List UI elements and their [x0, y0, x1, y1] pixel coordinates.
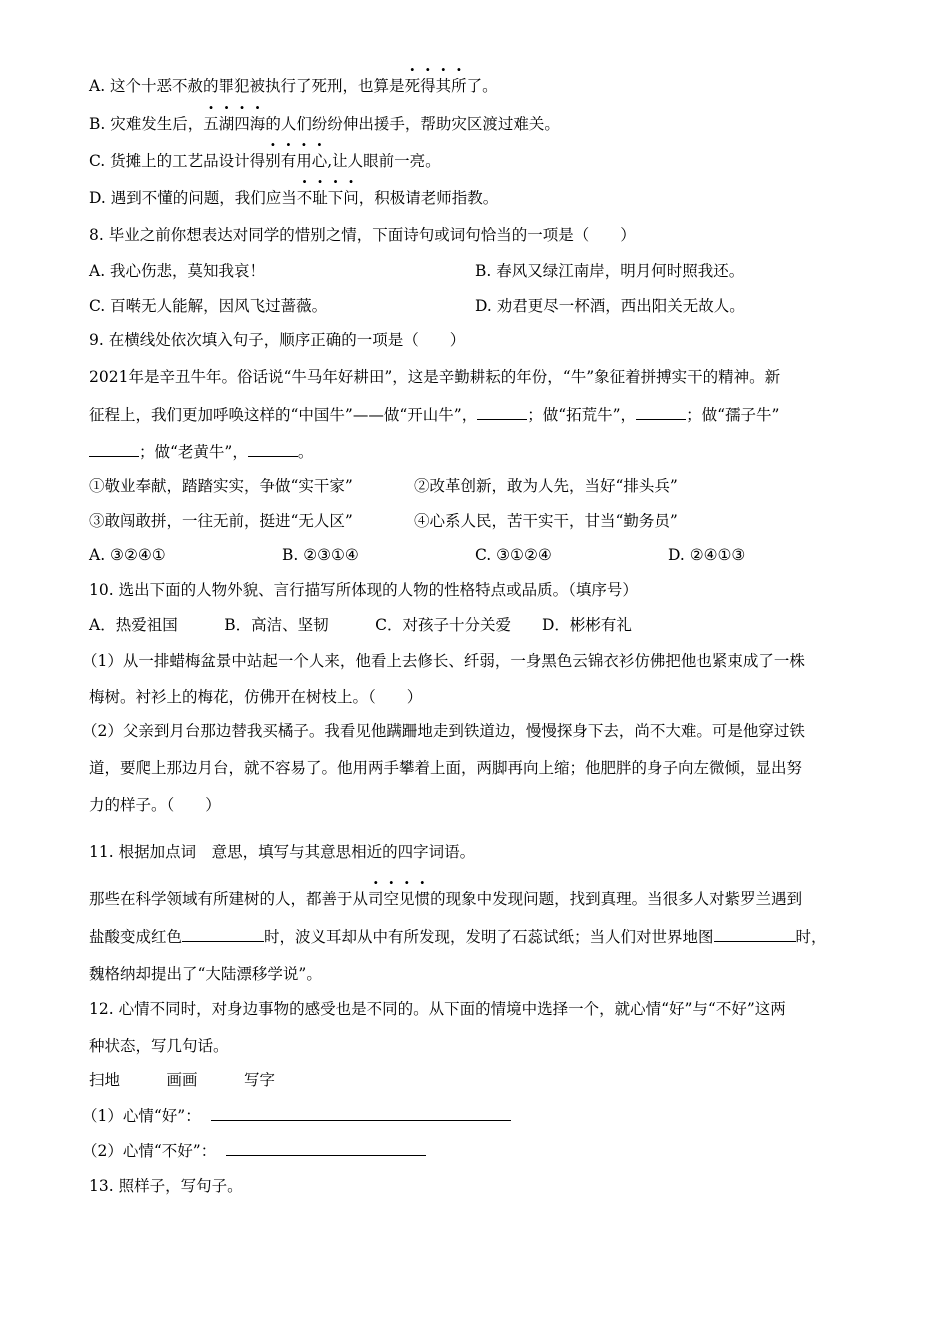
- q9-blank-1[interactable]: [477, 405, 527, 420]
- q11-stem: 11. 根据加点词 意思，填写与其意思相近的四字词语。: [89, 843, 476, 861]
- q11-blank-1[interactable]: [182, 927, 264, 942]
- emphasis-dot-char: 惯: [414, 890, 431, 908]
- q7-a-end: 了。: [466, 77, 498, 95]
- emphasis-dot-char: 别: [265, 152, 281, 170]
- q11-p2-part-a: 盐酸变成红色: [89, 928, 183, 946]
- emphasis-dot-char: 海: [249, 115, 266, 133]
- emphasis-dot-char: 有: [280, 152, 297, 170]
- emphasis-dot-char: 四: [234, 115, 250, 133]
- q12-bad-mood: [82, 1141, 426, 1161]
- q8-stem: 8. 毕业之前你想表达对同学的惜别之情，下面诗句或词句恰当的一项是（ ）: [89, 226, 636, 244]
- q7-option-d: [89, 188, 498, 208]
- q9-option-d[interactable]: D. ②④①③: [668, 546, 746, 564]
- q10-passage-2-line-3: 力的样子。（ ）: [89, 796, 221, 814]
- q7-b-dotted-word: [203, 115, 265, 133]
- emphasis-dot-char: 五: [203, 115, 219, 133]
- q9-blank-2[interactable]: [636, 405, 686, 420]
- q9-option-a[interactable]: A. ③②④①: [89, 546, 166, 564]
- emphasis-dot-char: 不: [296, 189, 313, 207]
- emphasis-dot-char: 用: [296, 152, 312, 170]
- q11-p2-part-c: 时，: [795, 928, 827, 946]
- emphasis-dot-char: 心: [311, 152, 328, 170]
- q10-passage-2-line-1: （2）父亲到月台那边替我买橘子。我看见他蹒跚地走到铁道边，慢慢探身下去，尚不大难。可是他穿过铁: [82, 722, 805, 740]
- q9-sentence-3: ③敢闯敢拼，一往无前，挺进“无人区”: [89, 512, 353, 530]
- q12-good-label: （1）心情“好”：: [82, 1107, 201, 1125]
- q9-sentence-1: ①敬业奉献，踏踏实实，争做“实干家”: [89, 477, 353, 495]
- q11-dotted-word: [368, 890, 430, 908]
- q9-p2-part-a: 征程上，我们更加呼唤这样的“中国牛”——做“开山牛”，: [89, 406, 478, 424]
- q11-passage-line-3: 魏格纳却提出了“大陆漂移学说”。: [89, 965, 322, 983]
- q11-p1-part-b: 的现象中发现问题，找到真理。当很多人对紫罗兰遇到: [430, 890, 803, 908]
- q12-bad-label: （2）心情“不好”：: [82, 1142, 217, 1160]
- q10-passage-2-line-2: 道，要爬上那边月台，就不容易了。他用两手攀着上面，两脚再向上缩；他肥胖的身子向左微倾，显出努: [89, 759, 803, 777]
- q12-scenes: 扫地 画画 写字: [89, 1071, 276, 1089]
- q11-passage-line-1: [89, 889, 802, 909]
- q8-option-b[interactable]: B. 春风又绿江南岸，明月何时照我还。: [475, 262, 745, 280]
- q10-passage-1-line-1: （1）从一排蜡梅盆景中站起一个人来，他看上去修长、纤弱，一身黑色云锦衣衫仿佛把他也紧束成了一株: [82, 652, 805, 670]
- q9-sentence-2: ②改革创新，敢为人先，当好“排头兵”: [414, 477, 678, 495]
- q8-option-a[interactable]: A. 我心伤悲，莫知我哀！: [89, 262, 266, 280]
- q9-option-b[interactable]: B. ②③①④: [282, 546, 359, 564]
- q9-passage-line-3: [89, 442, 313, 462]
- q12-stem-line-2: 种状态，写几句话。: [89, 1037, 229, 1055]
- q11-blank-2[interactable]: [714, 927, 796, 942]
- q7-option-b: [89, 114, 560, 134]
- emphasis-dot-char: 所: [451, 77, 467, 95]
- emphasis-dot-char: 空: [383, 890, 400, 908]
- emphasis-dot-char: 耻: [312, 189, 328, 207]
- emphasis-dot-char: 湖: [218, 115, 235, 133]
- emphasis-dot-char: 死: [404, 77, 421, 95]
- q7-option-c: [89, 151, 441, 171]
- q12-good-mood: [82, 1106, 511, 1126]
- q8-option-c[interactable]: C. 百啭无人能解，因风飞过蔷薇。: [89, 297, 328, 315]
- q7-b-end: 的人们纷纷伸出援手，帮助灾区渡过难关。: [265, 115, 560, 133]
- emphasis-dot-char: 问: [343, 189, 359, 207]
- q7-d-text: D. 遇到不懂的问题，我们应当: [89, 189, 297, 207]
- q9-passage-line-2: [89, 405, 779, 425]
- q7-b-text: B. 灾难发生后，: [89, 115, 204, 133]
- q7-a-dotted-word: [405, 77, 467, 95]
- q9-passage-line-1: 2021年是辛丑牛年。俗话说“牛马年好耕田”，这是辛勤耕耘的年份，“牛”象征着拼搏实干的精神。新: [89, 368, 781, 386]
- q7-c-end: ,让人眼前一亮。: [327, 152, 441, 170]
- emphasis-dot-char: 得: [420, 77, 436, 95]
- q7-option-a: [89, 76, 498, 96]
- q9-sentence-4: ④心系人民，苦干实干，甘当“勤务员”: [414, 512, 678, 530]
- q9-stem: 9. 在横线处依次填入句子，顺序正确的一项是（ ）: [89, 331, 466, 349]
- emphasis-dot-char: 其: [435, 77, 452, 95]
- q8-option-d[interactable]: D. 劝君更尽一杯酒，西出阳关无故人。: [475, 297, 745, 315]
- emphasis-dot-char: 下: [327, 189, 344, 207]
- emphasis-dot-char: 司: [368, 890, 384, 908]
- emphasis-dot-char: 见: [399, 890, 415, 908]
- q7-c-text: C. 货摊上的工艺品设计得: [89, 152, 266, 170]
- q9-p2-part-c: ；做“孺子牛”: [686, 406, 780, 424]
- q12-good-answer-line[interactable]: [211, 1106, 511, 1121]
- q11-p1-part-a: 那些在科学领域有所建树的人，都善于从: [89, 890, 369, 908]
- q10-stem: 10. 选出下面的人物外貌、言行描写所体现的人物的性格特点或品质。（填序号）: [89, 581, 638, 599]
- q7-d-dotted-word: [297, 189, 359, 207]
- q10-options: A．热爱祖国 B．高洁、坚韧 C．对孩子十分关爱 D．彬彬有礼: [89, 616, 632, 634]
- q9-p3-part-a: ；做“老黄牛”，: [139, 443, 248, 461]
- q12-bad-answer-line[interactable]: [226, 1141, 426, 1156]
- q7-c-dotted-word: [265, 152, 327, 170]
- q9-option-c[interactable]: C. ③①②④: [475, 546, 552, 564]
- q9-p2-part-b: ；做“拓荒牛”，: [527, 406, 637, 424]
- q11-p2-part-b: 时，波义耳却从中有所发现，发明了石蕊试纸；当人们对世界地图: [264, 928, 714, 946]
- q7-a-text: A. 这个十恶不赦的罪犯被执行了死刑，也算是: [89, 77, 405, 95]
- q10-passage-1-line-2: 梅树。衬衫上的梅花，仿佛开在树枝上。（ ）: [89, 688, 423, 706]
- q12-stem-line-1: 12. 心情不同时，对身边事物的感受也是不同的。从下面的情境中选择一个，就心情“好”与“不好”这两: [89, 1000, 786, 1018]
- q11-passage-line-2: [89, 927, 827, 947]
- q9-blank-3[interactable]: [89, 442, 139, 457]
- q13-stem: 13. 照样子，写句子。: [89, 1177, 243, 1195]
- q9-p3-part-b: 。: [297, 443, 314, 461]
- q7-d-end: ，积极请老师指教。: [358, 189, 499, 207]
- q9-blank-4[interactable]: [248, 442, 298, 457]
